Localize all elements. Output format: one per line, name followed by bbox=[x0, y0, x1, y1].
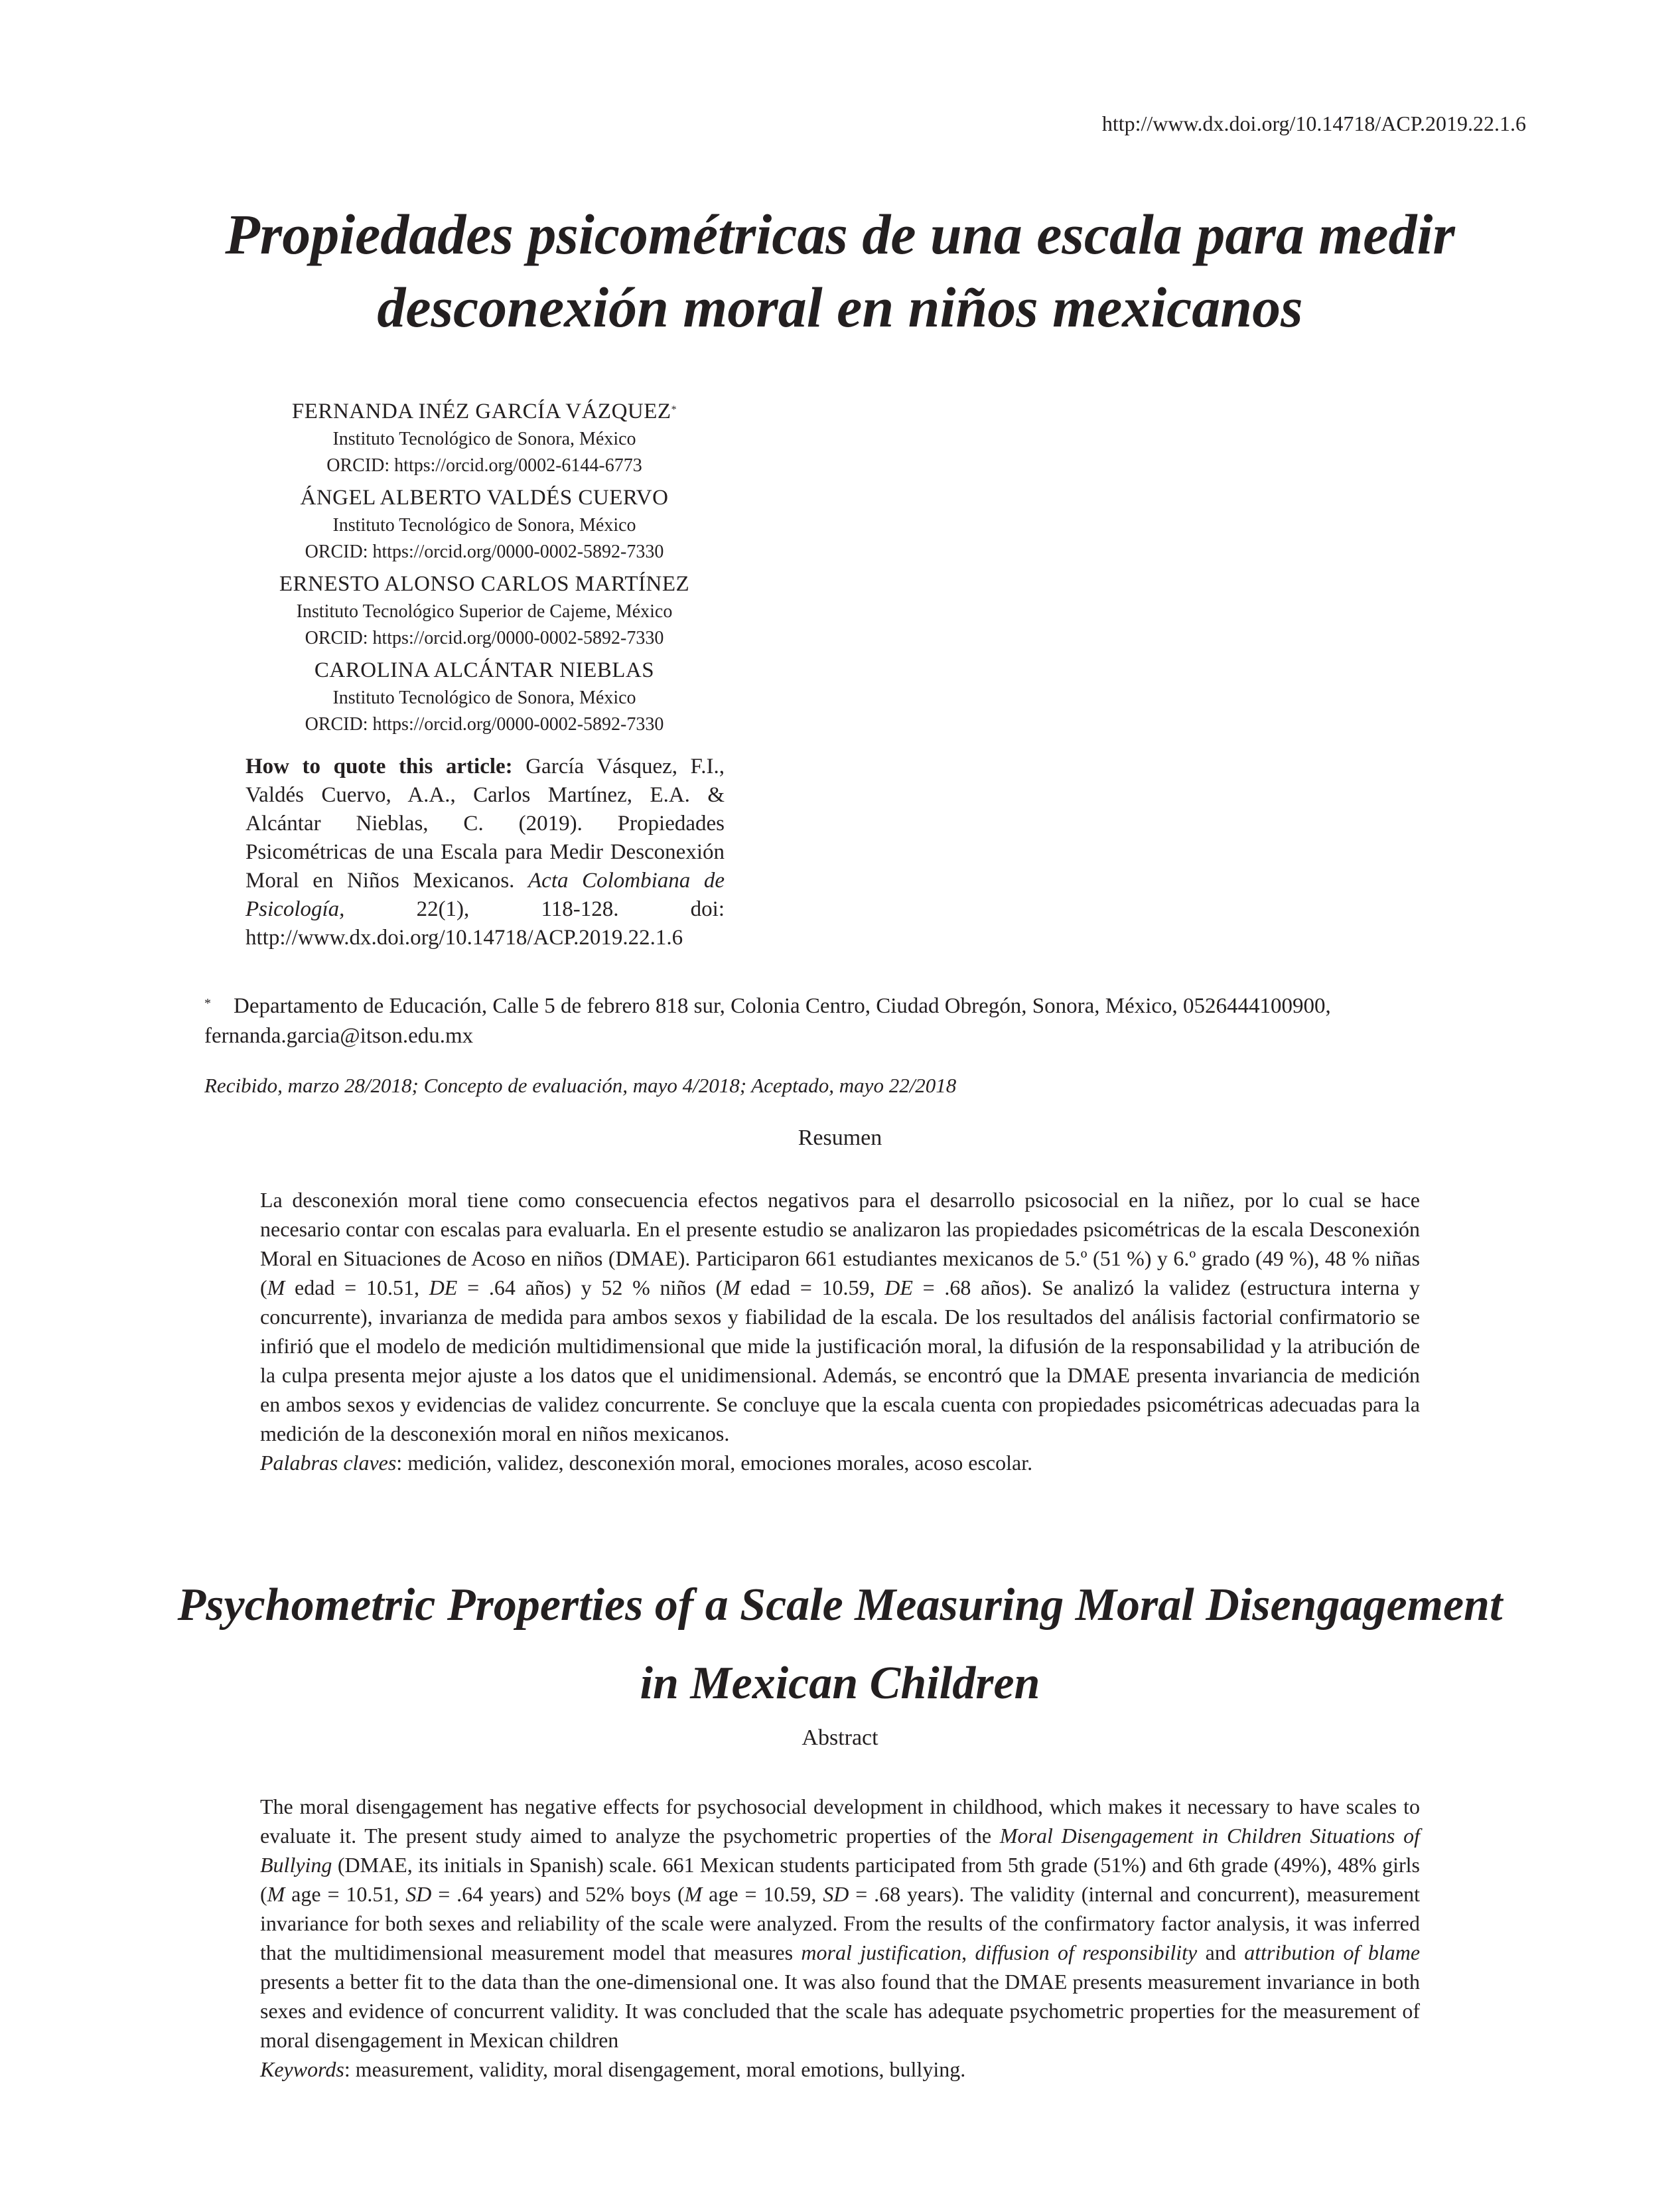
author-orcid[interactable]: ORCID: https://orcid.org/0000-0002-5892-7330 bbox=[305, 542, 664, 562]
keywords-text: : medición, validez, desconexión moral, emociones morales, acoso escolar. bbox=[396, 1451, 1033, 1475]
title-line-2: in Mexican Children bbox=[640, 1658, 1040, 1709]
article-title-english bbox=[0, 1566, 1680, 1723]
author-affiliation: Instituto Tecnológico de Sonora, México bbox=[332, 688, 636, 708]
author-orcid[interactable]: ORCID: https://orcid.org/0002-6144-6773 bbox=[326, 455, 642, 476]
doi-link[interactable]: http://www.dx.doi.org/10.14718/ACP.2019.22.1.6 bbox=[1101, 111, 1526, 135]
author-affiliation: Instituto Tecnológico de Sonora, México bbox=[332, 515, 636, 536]
citation-block bbox=[245, 753, 725, 952]
author-block bbox=[252, 569, 717, 652]
resumen-paragraph: La desconexión moral tiene como consecuencia efectos negativos para el desarrollo psicosocial en la niñez, por lo cual se hace necesario contar con escalas para evaluarla. En el presente estudio se analizaron las propiedades psicométricas de la escala Desconexión Moral en Situaciones de Acoso en niños (DMAE). Participaron 661 estudiantes mexicanos de 5.º (51 %) y 6.º grado (49 %), 48 % niñas (M edad = 10.51, DE = .64 años) y 52 % niños (M edad = 10.59, DE = .68 años). Se analizó la validez (estructura interna y concurrente), invarianza de medida para ambos sexos y fiabilidad de la escala. De los resultados del análisis factorial confirmatorio se infirió que el modelo de medición multidimensional que mide la justificación moral, la difusión de la responsabilidad y la atribución de la culpa presenta mejor ajuste a los datos que el unidimensional. Además, se encontró que la DMAE presenta invariancia de medición en ambos sexos y evidencias de validez concurrente. Se concluye que la escala cuenta con propiedades psicométricas adecuadas para la medición de la desconexión moral en niños mexicanos. bbox=[260, 1188, 1421, 1445]
citation-journal: Acta Colombiana de Psicología, bbox=[245, 869, 725, 921]
author-name: ERNESTO ALONSO CARLOS MARTÍNEZ bbox=[279, 572, 690, 596]
keywords-label: Keywords bbox=[260, 2057, 344, 2081]
author-block bbox=[252, 656, 717, 738]
author-name: ÁNGEL ALBERTO VALDÉS CUERVO bbox=[300, 486, 669, 510]
author-block bbox=[252, 483, 717, 565]
footnote-text: Departamento de Educación, Calle 5 de febrero 818 sur, Colonia Centro, Ciudad Obregón, Sonora, México, 0526444100900, fernanda.garcia@itson.edu.mx bbox=[204, 994, 1331, 1048]
citation-label: How to quote this article: bbox=[245, 755, 513, 778]
article-title-spanish bbox=[0, 198, 1680, 344]
abstract-section bbox=[260, 1792, 1420, 2084]
author-block bbox=[252, 397, 717, 479]
title-line-2: desconexión moral en niños mexicanos bbox=[377, 275, 1303, 339]
author-name: FERNANDA INÉZ GARCÍA VÁZQUEZ bbox=[291, 400, 671, 423]
resumen-heading: Resumen bbox=[798, 1126, 882, 1150]
footnote-marker: * bbox=[204, 996, 211, 1011]
keywords-text: : measurement, validity, moral disengagement, moral emotions, bullying. bbox=[344, 2057, 966, 2081]
received-dates: Recibido, marzo 28/2018; Concepto de evaluación, mayo 4/2018; Aceptado, mayo 22/2018 bbox=[204, 1074, 957, 1097]
citation-text-end: 22(1), 118-128. doi: http://www.dx.doi.org/10.14718/ACP.2019.22.1.6 bbox=[245, 897, 725, 950]
author-affiliation: Instituto Tecnológico de Sonora, México bbox=[332, 429, 636, 449]
author-name: CAROLINA ALCÁNTAR NIEBLAS bbox=[314, 658, 655, 682]
citation-text: García Vásquez, F.I., Valdés Cuervo, A.A., Carlos Martínez, E.A. & Alcántar Nieblas, C. (2019). Propiedades Psicométricas de una Escala para Medir Desconexión Moral en Niños Mexicanos. bbox=[245, 755, 725, 893]
resumen-keywords bbox=[260, 1448, 1420, 1477]
abstract-heading: Abstract bbox=[802, 1725, 878, 1750]
author-footnote-marker: * bbox=[671, 404, 677, 415]
author-orcid[interactable]: ORCID: https://orcid.org/0000-0002-5892-7330 bbox=[305, 628, 664, 648]
title-line-1: Propiedades psicométricas de una escala para medir bbox=[225, 202, 1455, 266]
resumen-section bbox=[260, 1185, 1420, 1477]
author-affiliation: Instituto Tecnológico Superior de Cajeme, México bbox=[296, 601, 673, 622]
author-orcid[interactable]: ORCID: https://orcid.org/0000-0002-5892-7330 bbox=[305, 714, 664, 735]
author-footnote bbox=[204, 991, 1582, 1051]
keywords-label: Palabras claves bbox=[260, 1451, 397, 1475]
abstract-keywords bbox=[260, 2055, 1420, 2084]
author-list bbox=[252, 393, 717, 738]
title-line-1: Psychometric Properties of a Scale Measuring Moral Disengagement bbox=[177, 1579, 1503, 1631]
abstract-paragraph: The moral disengagement has negative effects for psychosocial development in childhood, which makes it necessary to have scales to evaluate it. The present study aimed to analyze the psychometric properties of the Moral Disengagement in Children Situations of Bullying (DMAE, its initials in Spanish) scale. 661 Mexican students participated from 5th grade (51%) and 6th grade (49%), 48% girls (M age = 10.51, SD = .64 years) and 52% boys (M age = 10.59, SD = .68 years). The validity (internal and concurrent), measurement invariance for both sexes and reliability of the scale were analyzed. From the results of the confirmatory factor analysis, it was inferred that the multidimensional measurement model that measures moral justification, diffusion of responsibility and attribution of blame presents a better fit to the data than the one-dimensional one. It was also found that the DMAE presents measurement invariance in both sexes and evidence of concurrent validity. It was concluded that the scale has adequate psychometric properties for the measurement of moral disengagement in Mexican children bbox=[260, 1794, 1421, 2052]
